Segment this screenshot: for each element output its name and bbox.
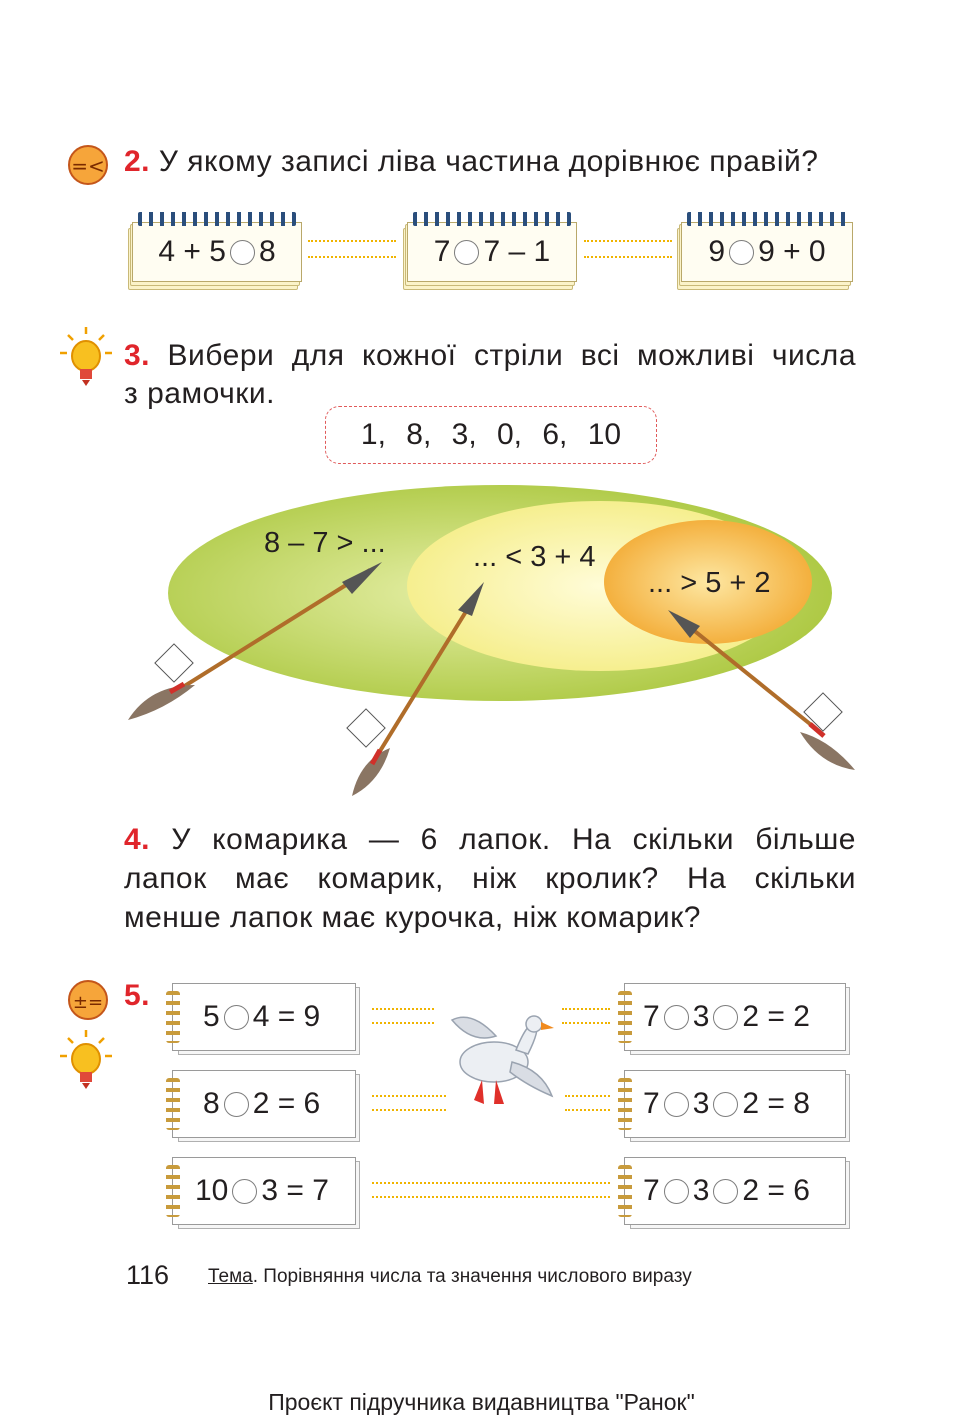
comparison-circle[interactable] <box>454 240 479 265</box>
task-number: 3. <box>124 339 151 372</box>
equation: 7 3 2 = 2 <box>624 983 846 1051</box>
spiral-binding <box>166 1078 180 1130</box>
expression-middle: ... < 3 + 4 <box>473 541 596 573</box>
spiral-binding <box>166 991 180 1043</box>
topic-label: Тема <box>208 1266 253 1287</box>
task-number: 2. <box>124 145 151 178</box>
svg-text:=<: =< <box>71 154 105 178</box>
equation-card <box>624 1070 846 1138</box>
compare-icon <box>66 143 110 187</box>
svg-text:±=: ±= <box>72 992 104 1013</box>
sign-circle[interactable] <box>224 1005 249 1030</box>
calendar-card <box>677 208 857 290</box>
dotted-line <box>565 1095 610 1111</box>
sign-circle[interactable] <box>664 1179 689 1204</box>
sign-circle[interactable] <box>713 1092 738 1117</box>
equation-card <box>172 1070 356 1138</box>
equation: 8 2 = 6 <box>172 1070 356 1138</box>
equation-card <box>624 983 846 1051</box>
card-expression: 9 9 + 0 <box>681 222 853 282</box>
dotted-line <box>372 1008 434 1024</box>
task-5-number: 5. <box>124 979 151 1012</box>
page-number: 116 <box>126 1260 170 1290</box>
dotted-line <box>308 240 396 258</box>
lightbulb-icon <box>58 1028 114 1094</box>
spiral-binding <box>618 991 632 1043</box>
lightbulb-icon <box>58 325 114 391</box>
comparison-circle[interactable] <box>729 240 754 265</box>
calendar-card <box>403 208 581 290</box>
equation: 5 4 = 9 <box>172 983 356 1051</box>
task-3-line-1: 3. Вибери для кожної стріли всі можливі числа <box>124 339 856 372</box>
task-4-line-2: лапок має комарик, ніж кролик? На скільки <box>124 862 856 895</box>
spiral-binding <box>618 1165 632 1217</box>
task-2-heading <box>124 142 818 182</box>
topic-line <box>208 1266 692 1288</box>
card-expression: 7 7 – 1 <box>407 222 577 282</box>
spiral-binding <box>166 1165 180 1217</box>
task-4-line-3: менше лапок має курочка, ніж комарик? <box>124 901 701 934</box>
topic-text: . Порівняння числа та значення числового виразу <box>252 1266 692 1287</box>
equation-card <box>172 1157 356 1225</box>
number-frame: 1, 8, 3, 0, 6, 10 <box>325 406 657 464</box>
task-text: У якому записі ліва частина дорівнює правій? <box>158 145 819 178</box>
sign-circle[interactable] <box>664 1005 689 1030</box>
card-expression: 4 + 5 8 <box>132 222 302 282</box>
dotted-line <box>584 240 672 258</box>
equation-card <box>624 1157 846 1225</box>
equation: 7 3 2 = 8 <box>624 1070 846 1138</box>
goose-illustration <box>432 1000 558 1112</box>
expression-inner: ... > 5 + 2 <box>648 567 771 599</box>
expression-outer: 8 – 7 > ... <box>264 527 386 559</box>
spiral-binding <box>618 1078 632 1130</box>
sign-circle[interactable] <box>224 1092 249 1117</box>
task-number: 4. <box>124 823 151 856</box>
project-note: Проєкт підручника видавництва "Ранок" <box>268 1389 695 1415</box>
sign-circle[interactable] <box>713 1005 738 1030</box>
equation-card <box>172 983 356 1051</box>
nested-ellipses <box>0 470 963 810</box>
plus-minus-icon <box>66 978 110 1022</box>
calendar-card <box>128 208 306 290</box>
equation: 7 3 2 = 6 <box>624 1157 846 1225</box>
dotted-line <box>562 1008 610 1024</box>
task-4-line-1: 4. У комарика — 6 лапок. На скільки більше <box>124 823 856 856</box>
task-3-line-2: з рамочки. <box>124 377 275 410</box>
calendar-rings <box>687 212 847 226</box>
sign-circle[interactable] <box>713 1179 738 1204</box>
equation: 10 3 = 7 <box>172 1157 356 1225</box>
sign-circle[interactable] <box>664 1092 689 1117</box>
calendar-rings <box>413 212 571 226</box>
calendar-rings <box>138 212 296 226</box>
sign-circle[interactable] <box>232 1179 257 1204</box>
comparison-circle[interactable] <box>230 240 255 265</box>
dotted-line <box>372 1182 610 1198</box>
